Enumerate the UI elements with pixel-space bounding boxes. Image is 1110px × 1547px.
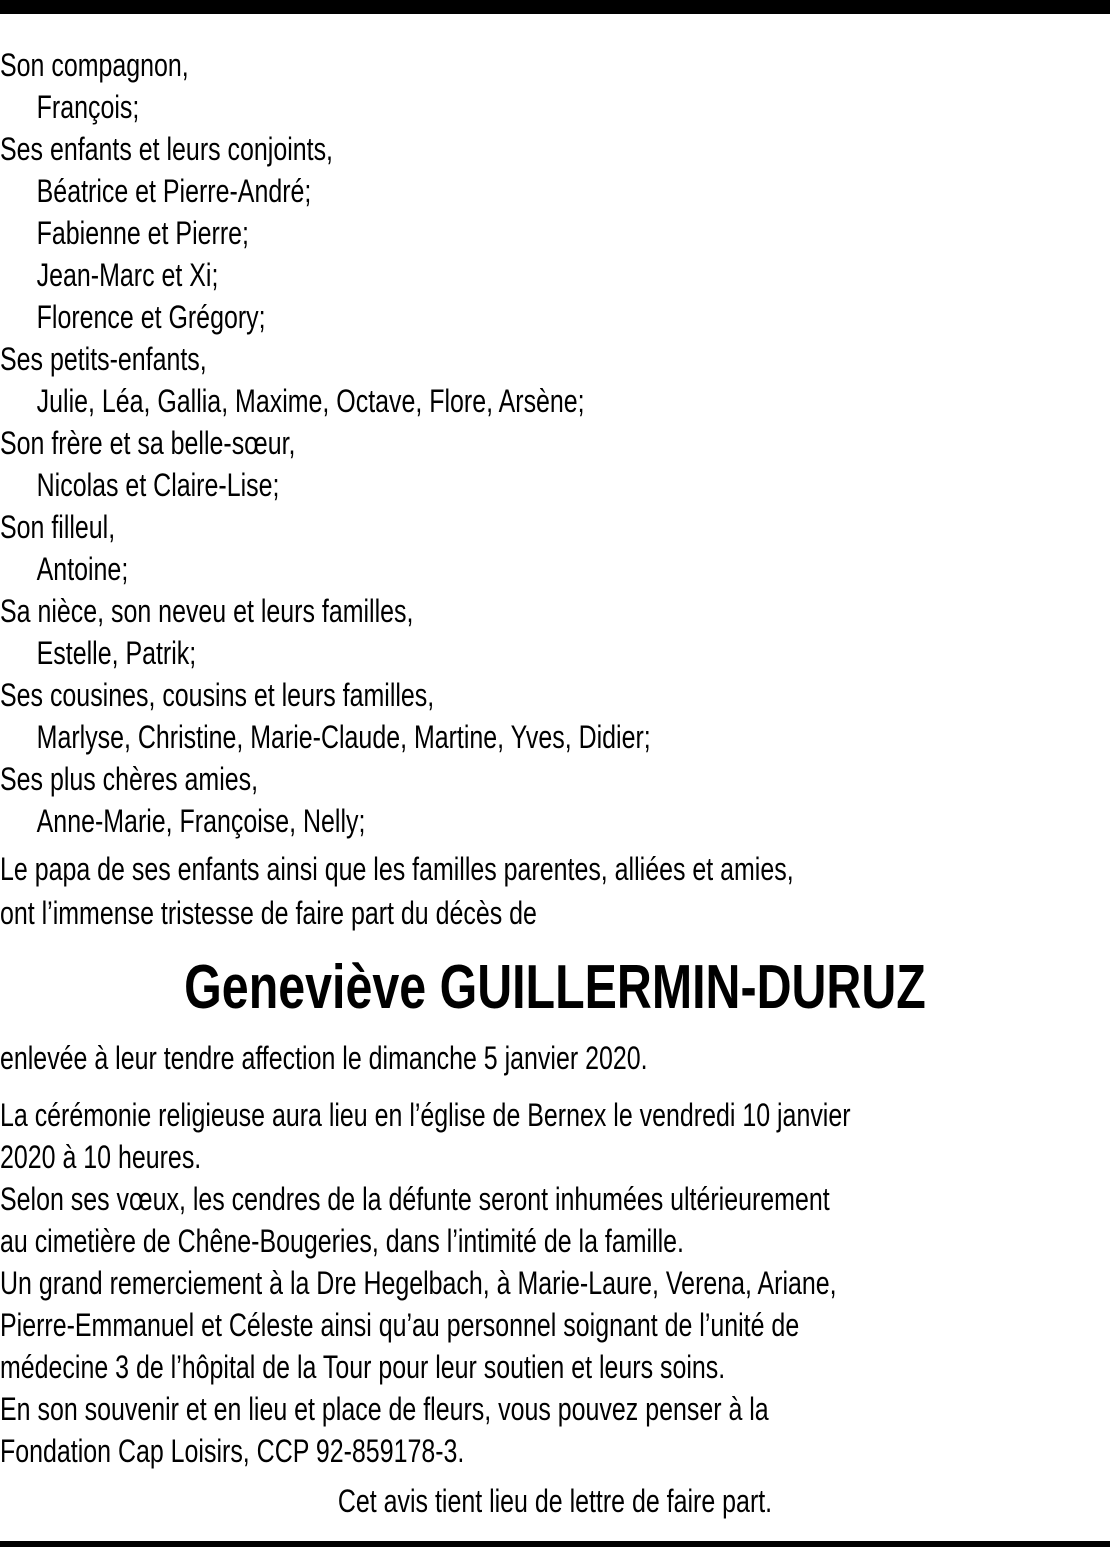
bottom-rule: [0, 1541, 1110, 1547]
family-members-line: Estelle, Patrik;: [36, 635, 197, 671]
family-relation-line: Son frère et sa belle-sœur,: [0, 425, 296, 461]
paragraph-ashes-line1: Selon ses vœux, les cendres de la défunte seront inhumées ultérieurement: [0, 1181, 830, 1217]
top-rule: [0, 0, 1110, 14]
family-members-line: Béatrice et Pierre-André;: [36, 173, 312, 209]
family-relation-line: Ses cousines, cousins et leurs familles,: [0, 677, 435, 713]
family-relation-line: Son compagnon,: [0, 47, 189, 83]
family-members-line: Nicolas et Claire-Lise;: [36, 467, 280, 503]
closing-line: Le papa de ses enfants ainsi que les familles parentes, alliées et amies,: [0, 851, 794, 887]
paragraph-donation-line2: Fondation Cap Loisirs, CCP 92-859178-3.: [0, 1433, 465, 1469]
paragraph-ashes-line2: au cimetière de Chêne-Bougeries, dans l’intimité de la famille.: [0, 1223, 684, 1259]
family-relation-line: Ses petits-enfants,: [0, 341, 207, 377]
family-members-line: Marlyse, Christine, Marie-Claude, Martine, Yves, Didier;: [36, 719, 651, 755]
family-relation-line: Ses enfants et leurs conjoints,: [0, 131, 333, 167]
paragraph-ceremony-line2: 2020 à 10 heures.: [0, 1139, 202, 1175]
family-members-line: Jean-Marc et Xi;: [36, 257, 219, 293]
paragraph-donation-line1: En son souvenir et en lieu et place de fleurs, vous pouvez penser à la: [0, 1391, 769, 1427]
paragraph-thanks-line1: Un grand remerciement à la Dre Hegelbach, à Marie-Laure, Verena, Ariane,: [0, 1265, 837, 1301]
paragraph-thanks-line3: médecine 3 de l’hôpital de la Tour pour leur soutien et leurs soins.: [0, 1349, 726, 1385]
family-relation-line: Ses plus chères amies,: [0, 761, 259, 797]
family-members-line: Julie, Léa, Gallia, Maxime, Octave, Flore, Arsène;: [36, 383, 585, 419]
family-relation-line: Sa nièce, son neveu et leurs familles,: [0, 593, 414, 629]
footer-note: Cet avis tient lieu de lettre de faire part.: [337, 1483, 773, 1519]
paragraph-thanks-line2: Pierre-Emmanuel et Céleste ainsi qu’au personnel soignant de l’unité de: [0, 1307, 800, 1343]
intro-line: ont l’immense tristesse de faire part du décès de: [0, 895, 537, 931]
paragraph-date: enlevée à leur tendre affection le dimanche 5 janvier 2020.: [0, 1040, 648, 1076]
deceased-name: Geneviève GUILLERMIN-DURUZ: [184, 953, 926, 1022]
paragraph-ceremony-line1: La cérémonie religieuse aura lieu en l’église de Bernex le vendredi 10 janvier: [0, 1097, 851, 1133]
family-members-line: Florence et Grégory;: [36, 299, 266, 335]
family-list: [0, 44, 1110, 842]
family-relation-line: Son filleul,: [0, 509, 116, 545]
family-members-line: Antoine;: [36, 551, 129, 587]
family-members-line: Anne-Marie, Françoise, Nelly;: [36, 803, 366, 839]
family-members-line: Fabienne et Pierre;: [36, 215, 249, 251]
family-members-line: François;: [36, 89, 140, 125]
